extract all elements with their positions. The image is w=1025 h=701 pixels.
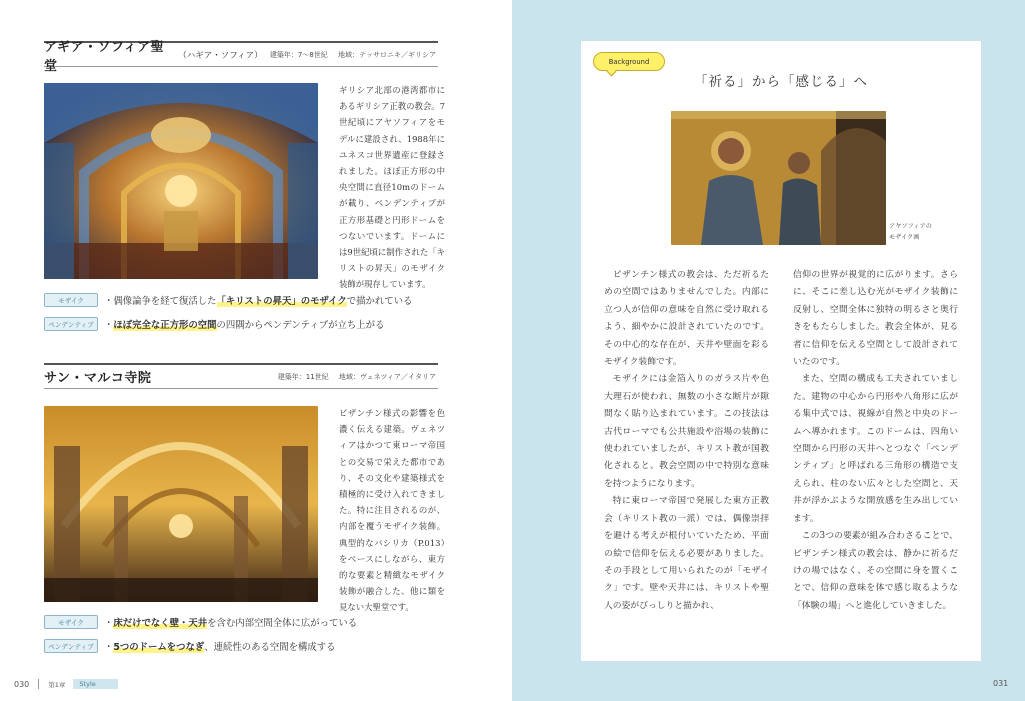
mosaic-tag: モザイク xyxy=(44,293,98,307)
church-description: ビザンチン様式の影響を色濃く伝える建築。ヴェネツィアはかつて東ローマ帝国との交易で栄えた都市であり、その文化や建築様式を積極的に受け入れてきました。特に注目されるのが、内部を覆うモザイク装飾。典型的なバシリカ（P.013）をベースにしながら、東方的な要素と精緻なモザイク装飾が融合した、他に類を見ない大聖堂です。 xyxy=(339,408,445,613)
page-number: 031 xyxy=(993,679,1009,688)
church-heading xyxy=(44,363,438,389)
church-heading xyxy=(44,39,438,74)
built-year: 建築年：7～8世紀 xyxy=(269,50,328,59)
paragraph: モザイクには金箔入りのガラス片や色大理石が使われ、無数の小さな断片が隙間なく貼り込まれています。この技法は古代ローマでも公共施設や浴場の装飾に使われていましたが、キリスト教が国教化されると、教会空間の中で特別な意味を持つようになります。 xyxy=(604,374,769,489)
feature-row xyxy=(44,293,412,307)
right-page xyxy=(512,0,1025,701)
page-number: 030 xyxy=(14,679,30,689)
paragraph: 特に東ローマ帝国で発展した東方正教会（キリスト教の一派）では、偶像崇拝を避ける考えが根付いていたため、平面の絵で信仰を伝える必要がありました。その手段として用いられたのが「モザイク」です。壁や天井には、キリストや聖人の姿がびっしりと描かれ、 xyxy=(604,496,769,611)
church-alias: （ハギア・ソフィア） xyxy=(178,50,263,61)
page-footer xyxy=(14,679,118,689)
feature-text: ・5つのドームをつなぎ、連続性のある空間を構成する xyxy=(104,642,336,653)
feature-text: ・偶像論争を経て復活した「キリストの昇天」のモザイクで描かれている xyxy=(104,296,413,307)
chapter-label: 第1章 xyxy=(48,680,66,689)
mosaic-photo xyxy=(671,111,886,245)
feature-row xyxy=(44,615,357,629)
divider xyxy=(38,679,39,689)
region: 地域：テッサロニキ／ギリシア xyxy=(338,50,436,59)
panel-title: 「祈る」から「感じる」へ xyxy=(694,74,868,90)
feature-text: ・床だけでなく壁・天井を含む内部空間全体に広がっている xyxy=(104,618,358,629)
left-page xyxy=(0,0,512,701)
hagia-sophia-thessaloniki-photo xyxy=(44,83,318,279)
feature-row xyxy=(44,639,336,653)
text-column-1 xyxy=(604,267,769,615)
background-badge: Background xyxy=(593,52,665,71)
built-year: 建築年：11世紀 xyxy=(277,372,329,381)
paragraph: この3つの要素が組み合わさることで、ビザンチン様式の教会は、静かに祈るだけの場ではなく、その空間に身を置くことで、信仰の意味を体で感じ取るような「体験の場」へと進化していきました。 xyxy=(793,531,958,611)
church-meta xyxy=(262,50,438,60)
mosaic-tag: モザイク xyxy=(44,615,98,629)
photo-caption: アヤソフィアの モザイク画 xyxy=(889,223,932,241)
paragraph: 信仰の世界が視覚的に広がります。さらに、そこに差し込む光がモザイク装飾に反射し、空間全体に独特の明るさと奥行きをもたらしました。教会全体が、見る者に信仰を伝える空間として設計されていたのです。 xyxy=(793,270,958,368)
text-column-2 xyxy=(793,267,958,615)
church-meta xyxy=(270,372,438,382)
feature-row xyxy=(44,317,384,331)
region: 地域：ヴェネツィア／イタリア xyxy=(338,372,436,381)
pendentive-tag: ペンデンティブ xyxy=(44,639,98,653)
paragraph: また、空間の構成も工夫されていました。建物の中心から円形や八角形に広がる集中式では、視線が自然と中央のドームへ導かれます。このドームは、四角い空間から円形の天井へとつなぐ「ペンデンティブ」と呼ばれる三角形の構造で支えられ、柱のない広々とした空間と、天井が浮かぶような開放感を生み出しています。 xyxy=(793,374,958,524)
church-title: アギア・ソフィア聖堂 xyxy=(44,39,164,74)
church-description: ギリシア北部の港湾都市にあるギリシア正教の教会。7世紀頃にアヤソフィアをモデルに建設され、1988年にユネスコ世界遺産に登録されました。ほぼ正方形の中央空間に直径10mのドームが載り、ペンデンティブが正方形基礎と円形ドームをつないでいます。ドームには9世紀頃に制作された「キリストの昇天」のモザイク装飾が現存しています。 xyxy=(339,85,445,290)
pendentive-tag: ペンデンティブ xyxy=(44,317,98,331)
section-tab: Style xyxy=(73,679,117,689)
background-panel xyxy=(581,41,981,661)
feature-text: ・ほぼ完全な正方形の空間の四隅からペンデンティブが立ち上がる xyxy=(104,320,385,331)
san-marco-photo xyxy=(44,406,318,602)
church-title: サン・マルコ寺院 xyxy=(44,371,152,386)
paragraph: ビザンチン様式の教会は、ただ祈るための空間ではありませんでした。内部に立つ人が信仰の意味を自然に受け取れるよう、細やかに設計されていたのです。その中心的な存在が、天井や壁面を彩るモザイク装飾です。 xyxy=(604,270,769,368)
